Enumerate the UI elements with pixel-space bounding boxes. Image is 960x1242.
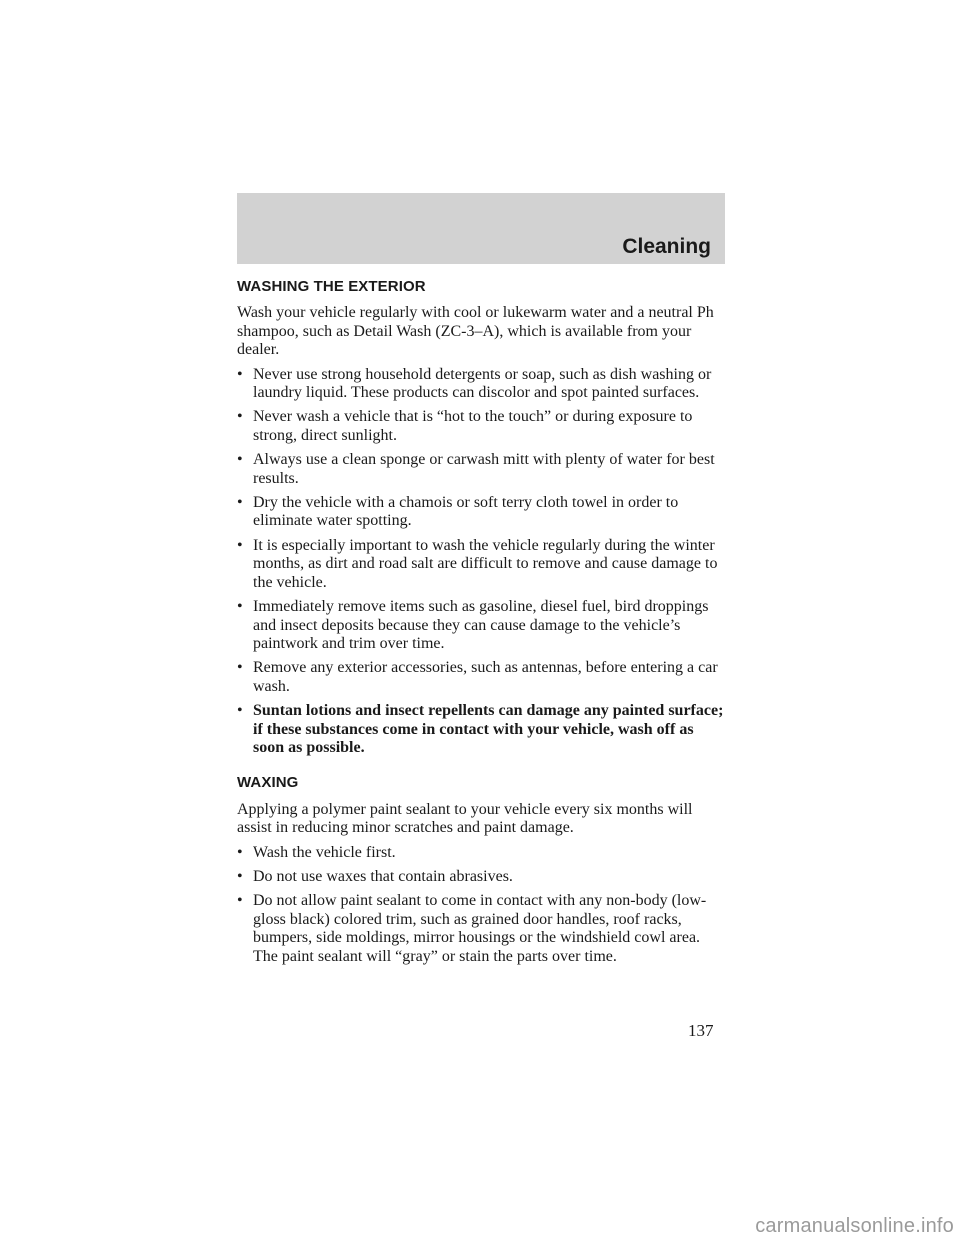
- list-item: • Immediately remove items such as gasoline, diesel fuel, bird droppings and insect deposits because they can cause damage to the vehicle’s paintwork and trim over time.: [237, 598, 709, 652]
- list-item: • Never wash a vehicle that is “hot to the touch” or during exposure to strong, direct sunlight.: [237, 408, 693, 444]
- list-item: • Do not use waxes that contain abrasives.: [237, 867, 513, 885]
- section-title: Cleaning: [622, 235, 711, 258]
- list-item: • It is especially important to wash the vehicle regularly during the winter months, as dirt and road salt are difficult to remove and cause damage to the vehicle.: [237, 536, 718, 591]
- bullet-icon: •: [237, 892, 243, 910]
- washing-intro: Wash your vehicle regularly with cool or lukewarm water and a neutral Ph shampoo, such as Detail Wash (ZC-3–A), which is available from your dealer.: [237, 304, 714, 359]
- waxing-intro: Applying a polymer paint sealant to your vehicle every six months will assist in reducing minor scratches and paint damage.: [237, 800, 693, 837]
- bullet-icon: •: [237, 451, 243, 469]
- list-item: • Always use a clean sponge or carwash mitt with plenty of water for best results.: [237, 451, 715, 487]
- washing-list: [237, 366, 727, 758]
- bullet-icon: •: [237, 659, 243, 677]
- list-item-warning: • Suntan lotions and insect repellents can damage any painted surface; if these substances come in contact with your vehicle, wash off as soon as possible.: [237, 702, 724, 756]
- waxing-heading: WAXING: [237, 774, 299, 792]
- page-content: [237, 278, 727, 972]
- list-item: • Do not allow paint sealant to come in contact with any non-body (low-gloss black) colored trim, such as grained door handles, roof racks, bumpers, side moldings, mirror housings or the windshield cowl area. The paint sealant will “gray” or stain the parts over time.: [237, 892, 707, 965]
- list-item: • Never use strong household detergents or soap, such as dish washing or laundry liquid. These products can discolor and spot painted surfaces.: [237, 365, 712, 402]
- watermark-text: carmanualsonline.info: [755, 1215, 954, 1237]
- list-item: • Wash the vehicle first.: [237, 843, 396, 861]
- bullet-icon: •: [237, 598, 243, 616]
- bullet-icon: •: [237, 702, 243, 720]
- section-header-band: [237, 193, 725, 264]
- list-item: • Remove any exterior accessories, such as antennas, before entering a car wash.: [237, 659, 718, 695]
- page-number: 137: [688, 1021, 714, 1040]
- bullet-icon: •: [237, 536, 243, 554]
- bullet-icon: •: [237, 408, 243, 426]
- bullet-icon: •: [237, 867, 243, 885]
- washing-heading: WASHING THE EXTERIOR: [237, 278, 426, 295]
- bullet-icon: •: [237, 494, 243, 512]
- waxing-list: [237, 844, 727, 966]
- bullet-icon: •: [237, 365, 243, 383]
- list-item: • Dry the vehicle with a chamois or soft terry cloth towel in order to eliminate water spotting.: [237, 494, 679, 530]
- bullet-icon: •: [237, 843, 243, 861]
